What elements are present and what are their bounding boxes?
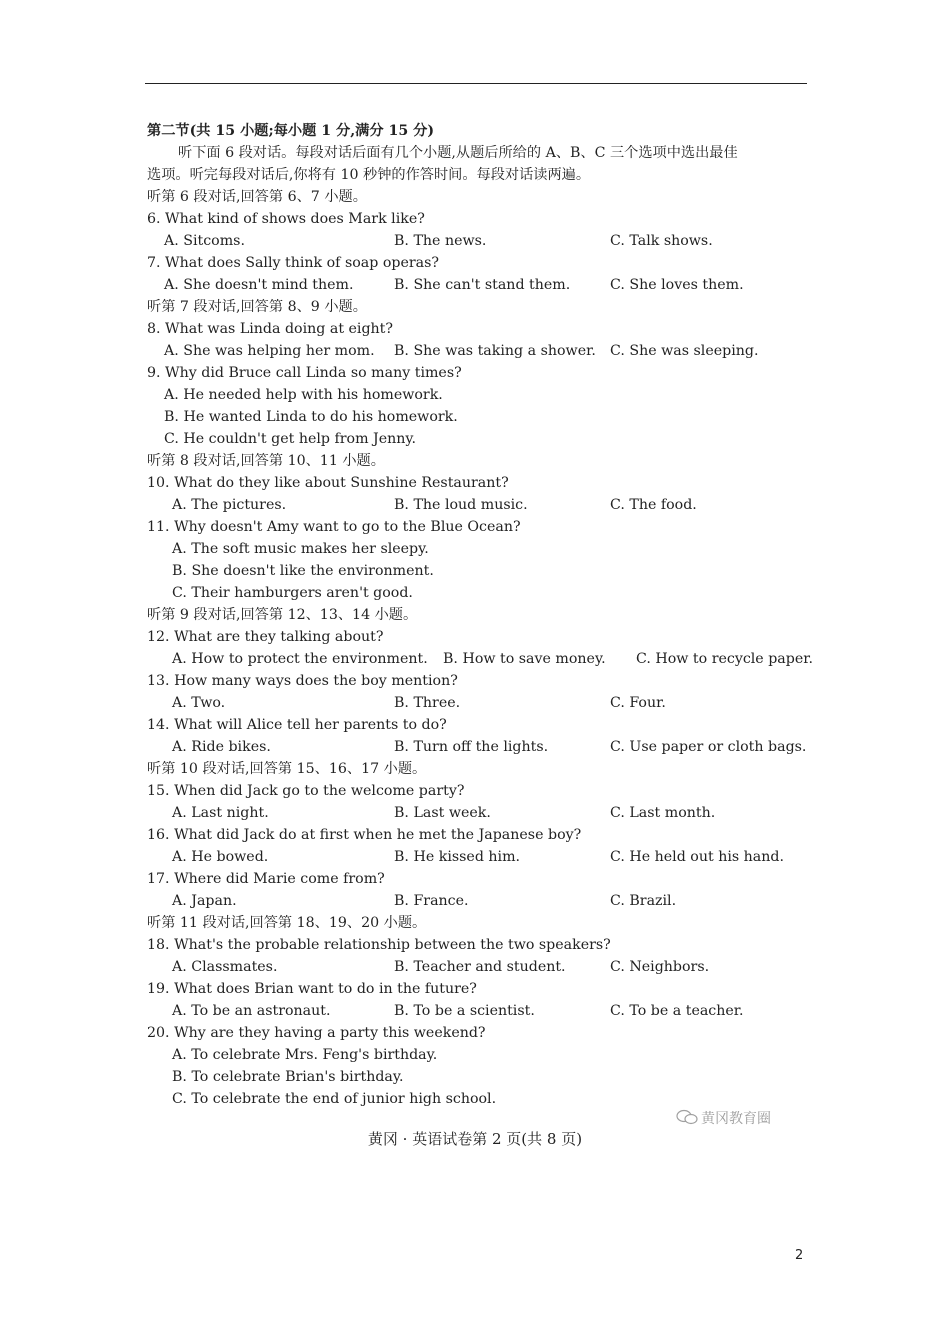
question-10: 10. What do they like about Sunshine Restaurant? bbox=[147, 475, 509, 491]
q13-option-a: A. Two. bbox=[172, 695, 226, 711]
q19-option-a: A. To be an astronaut. bbox=[172, 1003, 331, 1019]
question-16: 16. What did Jack do at first when he met the Japanese boy? bbox=[147, 827, 582, 843]
question-18: 18. What's the probable relationship between the two speakers? bbox=[147, 937, 611, 953]
q12-option-c: C. How to recycle paper. bbox=[636, 651, 813, 667]
question-15: 15. When did Jack go to the welcome party? bbox=[147, 783, 465, 799]
q17-option-a: A. Japan. bbox=[172, 893, 237, 909]
question-20: 20. Why are they having a party this weekend? bbox=[147, 1025, 486, 1041]
top-rule bbox=[145, 83, 807, 84]
question-13: 13. How many ways does the boy mention? bbox=[147, 673, 458, 689]
q6-option-b: B. The news. bbox=[394, 233, 487, 249]
question-7: 7. What does Sally think of soap operas? bbox=[147, 255, 439, 271]
q19-option-b: B. To be a scientist. bbox=[394, 1003, 535, 1019]
q14-option-b: B. Turn off the lights. bbox=[394, 739, 549, 755]
q18-option-b: B. Teacher and student. bbox=[394, 959, 566, 975]
q8-option-c: C. She was sleeping. bbox=[610, 343, 759, 359]
q14-option-c: C. Use paper or cloth bags. bbox=[610, 739, 807, 755]
q20-option-c: C. To celebrate the end of junior high school. bbox=[172, 1091, 497, 1107]
group-heading-8: 听第 8 段对话,回答第 10、11 小题。 bbox=[147, 453, 385, 469]
q11-option-b: B. She doesn't like the environment. bbox=[172, 563, 434, 579]
group-heading-11: 听第 11 段对话,回答第 18、19、20 小题。 bbox=[147, 915, 427, 931]
q7-option-a: A. She doesn't mind them. bbox=[164, 277, 354, 293]
group-heading-9: 听第 9 段对话,回答第 12、13、14 小题。 bbox=[147, 607, 418, 623]
q13-option-c: C. Four. bbox=[610, 695, 666, 711]
group-heading-10: 听第 10 段对话,回答第 15、16、17 小题。 bbox=[147, 761, 427, 777]
q16-option-c: C. He held out his hand. bbox=[610, 849, 784, 865]
q16-option-a: A. He bowed. bbox=[172, 849, 269, 865]
question-11: 11. Why doesn't Amy want to go to the Blue Ocean? bbox=[147, 519, 521, 535]
chat-bubble-icon bbox=[676, 1109, 698, 1129]
q18-option-a: A. Classmates. bbox=[172, 959, 278, 975]
group-heading-6: 听第 6 段对话,回答第 6、7 小题。 bbox=[147, 189, 367, 205]
q8-option-a: A. She was helping her mom. bbox=[164, 343, 375, 359]
q15-option-b: B. Last week. bbox=[394, 805, 491, 821]
watermark-text: 黄冈教育圈 bbox=[701, 1111, 771, 1127]
question-19: 19. What does Brian want to do in the future? bbox=[147, 981, 477, 997]
q17-option-b: B. France. bbox=[394, 893, 469, 909]
q6-option-c: C. Talk shows. bbox=[610, 233, 713, 249]
q8-option-b: B. She was taking a shower. bbox=[394, 343, 596, 359]
question-17: 17. Where did Marie come from? bbox=[147, 871, 385, 887]
q13-option-b: B. Three. bbox=[394, 695, 461, 711]
q7-option-c: C. She loves them. bbox=[610, 277, 744, 293]
question-9: 9. Why did Bruce call Linda so many times? bbox=[147, 365, 462, 381]
section-title: 第二节(共 15 小题;每小题 1 分,满分 15 分) bbox=[147, 123, 435, 139]
instructions-line-1: 听下面 6 段对话。每段对话后面有几个小题,从题后所给的 A、B、C 三个选项中选出最佳 bbox=[178, 145, 738, 161]
q20-option-a: A. To celebrate Mrs. Feng's birthday. bbox=[172, 1047, 438, 1063]
q18-option-c: C. Neighbors. bbox=[610, 959, 710, 975]
q12-option-b: B. How to save money. bbox=[443, 651, 606, 667]
q11-option-a: A. The soft music makes her sleepy. bbox=[172, 541, 429, 557]
q9-option-a: A. He needed help with his homework. bbox=[164, 387, 443, 403]
watermark bbox=[676, 1108, 771, 1129]
question-6: 6. What kind of shows does Mark like? bbox=[147, 211, 425, 227]
q19-option-c: C. To be a teacher. bbox=[610, 1003, 744, 1019]
q10-option-c: C. The food. bbox=[610, 497, 697, 513]
q20-option-b: B. To celebrate Brian's birthday. bbox=[172, 1069, 404, 1085]
group-heading-7: 听第 7 段对话,回答第 8、9 小题。 bbox=[147, 299, 367, 315]
q9-option-b: B. He wanted Linda to do his homework. bbox=[164, 409, 458, 425]
question-14: 14. What will Alice tell her parents to do? bbox=[147, 717, 447, 733]
q10-option-b: B. The loud music. bbox=[394, 497, 528, 513]
question-12: 12. What are they talking about? bbox=[147, 629, 384, 645]
q10-option-a: A. The pictures. bbox=[172, 497, 287, 513]
question-8: 8. What was Linda doing at eight? bbox=[147, 321, 393, 337]
q6-option-a: A. Sitcoms. bbox=[164, 233, 245, 249]
q12-option-a: A. How to protect the environment. bbox=[172, 651, 428, 667]
q15-option-a: A. Last night. bbox=[172, 805, 269, 821]
page-footer: 黄冈 · 英语试卷第 2 页(共 8 页) bbox=[367, 1130, 583, 1148]
instructions-line-2: 选项。听完每段对话后,你将有 10 秒钟的作答时间。每段对话读两遍。 bbox=[147, 167, 591, 183]
q7-option-b: B. She can't stand them. bbox=[394, 277, 571, 293]
q14-option-a: A. Ride bikes. bbox=[172, 739, 271, 755]
q9-option-c: C. He couldn't get help from Jenny. bbox=[164, 431, 417, 447]
q15-option-c: C. Last month. bbox=[610, 805, 716, 821]
q17-option-c: C. Brazil. bbox=[610, 893, 677, 909]
page-number: 2 bbox=[795, 1248, 804, 1263]
q11-option-c: C. Their hamburgers aren't good. bbox=[172, 585, 413, 601]
q16-option-b: B. He kissed him. bbox=[394, 849, 521, 865]
